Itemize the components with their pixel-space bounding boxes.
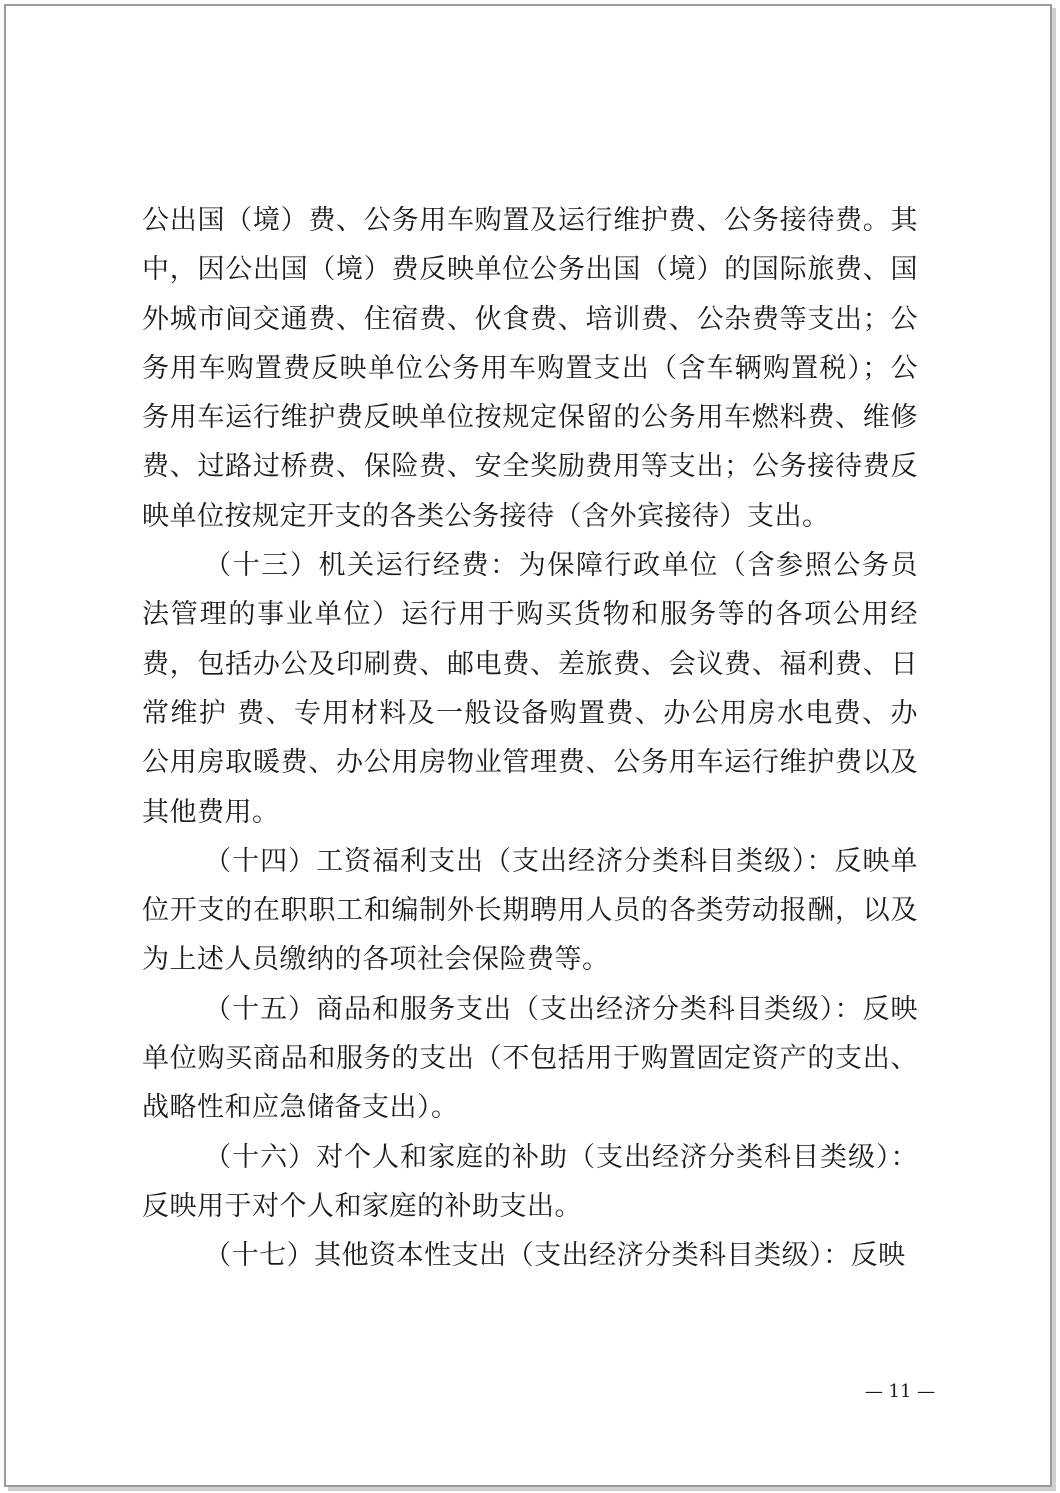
page-number: — 11 — [864,1381,936,1402]
document-body [142,196,918,1281]
paragraph-14-wage-welfare-expense: （十四）工资福利支出（支出经济分类科目类级）：反映单位开支的在职职工和编制外长期聘用人员的各类劳动报酬，以及为上述人员缴纳的各项社会保险费等。 [142,845,918,976]
paragraph-16-individual-family-subsidy: （十六）对个人和家庭的补助（支出经济分类科目类级）：反映用于对个人和家庭的补助支出。 [142,1141,918,1222]
paragraph-15-goods-services-expense: （十五）商品和服务支出（支出经济分类科目类级）：反映单位购买商品和服务的支出（不包括用于购置固定资产的支出、战略性和应急储备支出）。 [142,993,918,1124]
paragraph-13-agency-operating-funds: （十三）机关运行经费：为保障行政单位（含参照公务员法管理的事业单位）运行用于购买货物和服务等的各项公用经费，包括办公及印刷费、邮电费、差旅费、会议费、福利费、日常维护 费、专用材料及一般设备购置费、办公用房水电费、办公用房取暖费、办公用房物业管理费、公务用车运行维护费以及其他费用。 [142,550,918,828]
paragraph-17-other-capital-expense: （十七）其他资本性支出（支出经济分类科目类级）：反映 [204,1240,906,1272]
paragraph-public-expense-definition: 公出国（境）费、公务用车购置及运行维护费、公务接待费。其中，因公出国（境）费反映单位公务出国（境）的国际旅费、国外城市间交通费、住宿费、伙食费、培训费、公杂费等支出；公务用车购置费反映单位公务用车购置支出（含车辆购置税）；公务用车运行维护费反映单位按规定保留的公务用车燃料费、维修费、过路过桥费、保险费、安全奖励费用等支出；公务接待费反映单位按规定开支的各类公务接待（含外宾接待）支出。 [142,205,918,532]
